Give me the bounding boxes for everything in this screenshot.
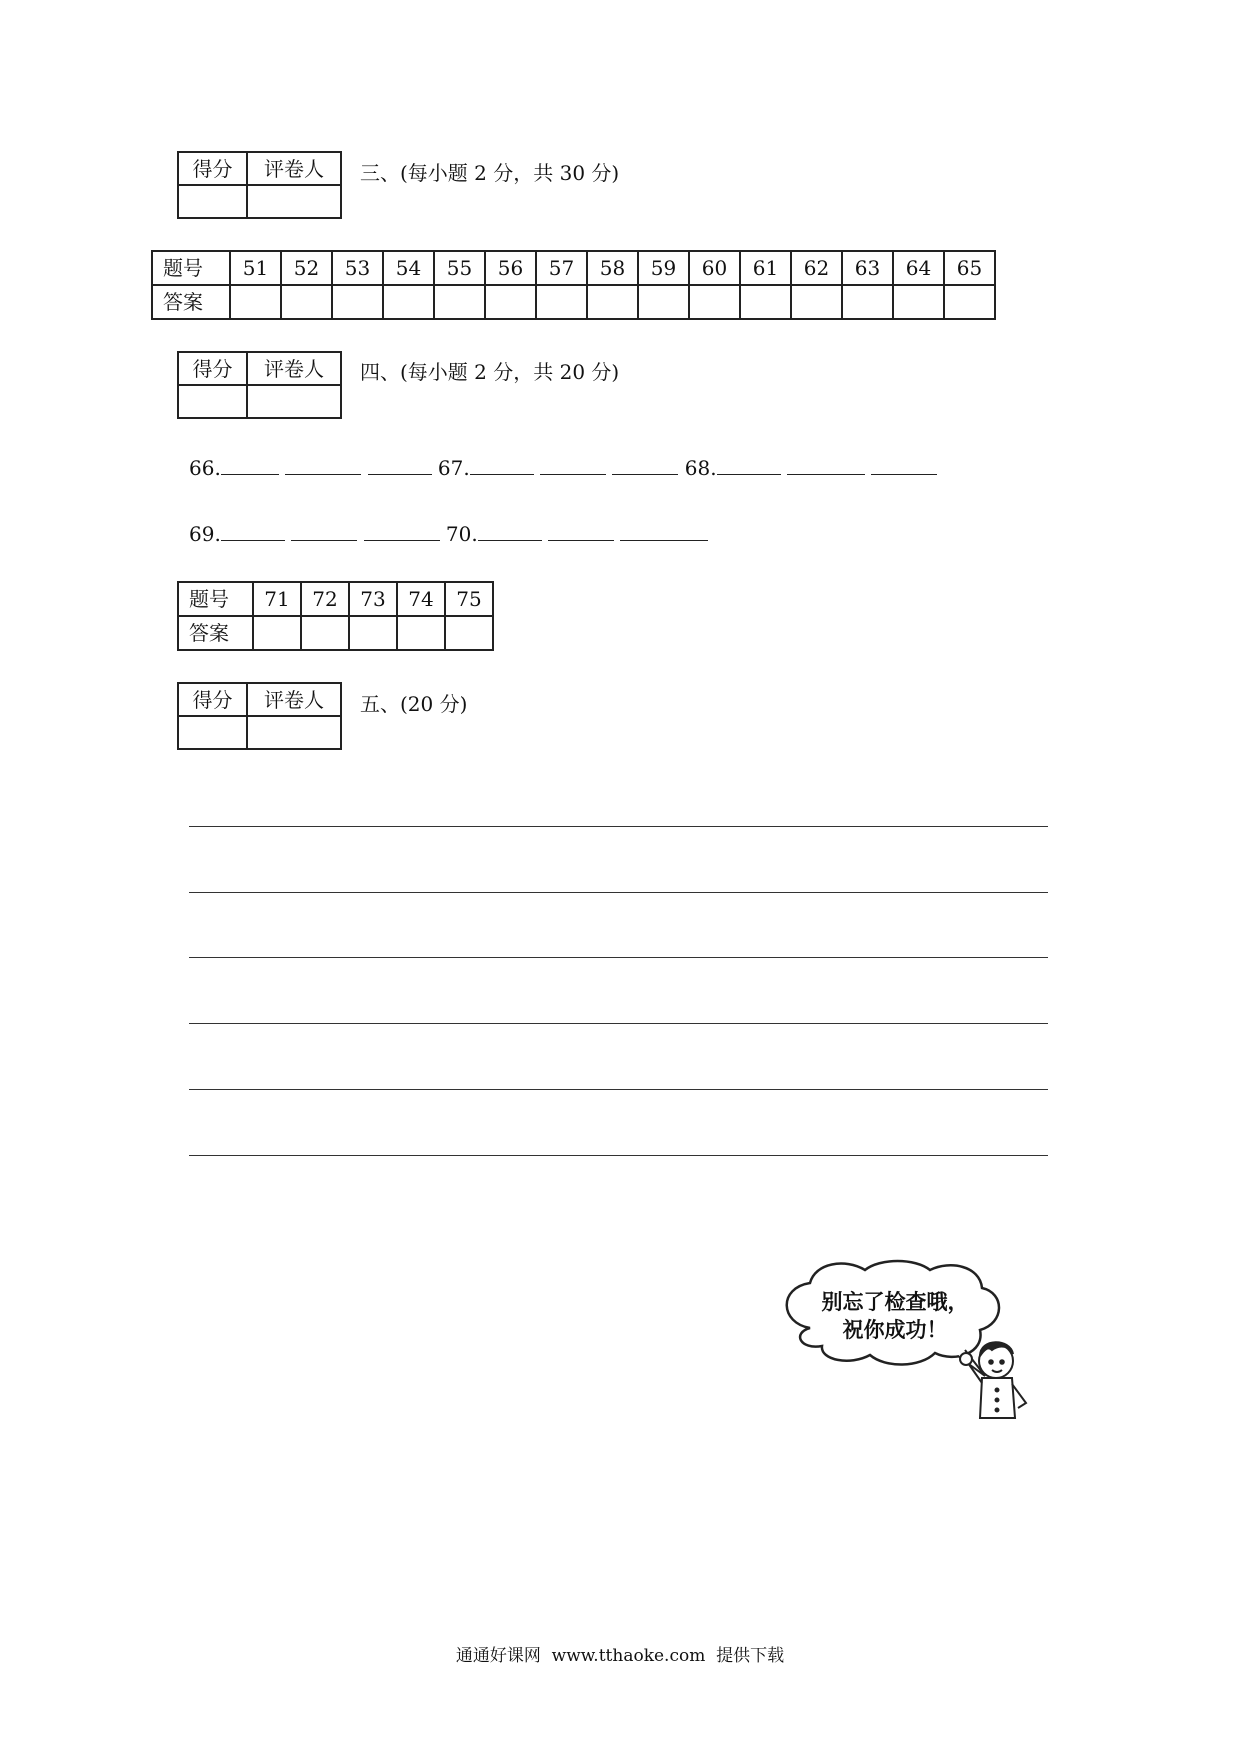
answer-cell[interactable] (397, 616, 445, 650)
question-number-cell: 73 (349, 582, 397, 616)
grader-label: 评卷人 (247, 152, 341, 185)
answer-cell[interactable] (536, 285, 587, 319)
answer-row (152, 285, 995, 319)
grader-label: 评卷人 (247, 683, 341, 716)
bubble-line-2: 祝你成功！ (842, 1318, 948, 1342)
answer-cell[interactable] (893, 285, 944, 319)
score-box-section-3 (177, 151, 342, 219)
grader-cell[interactable] (247, 385, 341, 418)
question-69-label: 69. (189, 522, 221, 546)
question-number-cell: 56 (485, 251, 536, 285)
question-number-cell: 55 (434, 251, 485, 285)
answer-cell[interactable] (434, 285, 485, 319)
score-cell[interactable] (178, 716, 247, 749)
question-70-label: 70. (445, 522, 478, 546)
grader-label: 评卷人 (247, 352, 341, 385)
answer-cell[interactable] (332, 285, 383, 319)
blank[interactable] (548, 522, 614, 541)
score-box-section-5 (177, 682, 342, 750)
writing-line[interactable] (189, 957, 1048, 958)
answer-cell[interactable] (230, 285, 281, 319)
blank[interactable] (612, 456, 678, 475)
answer-cell[interactable] (301, 616, 349, 650)
grader-cell[interactable] (247, 716, 341, 749)
answer-grid-section-3 (151, 250, 996, 320)
question-number-cell: 60 (689, 251, 740, 285)
answer-cell[interactable] (842, 285, 893, 319)
cartoon-boy-icon (960, 1342, 1026, 1418)
blank[interactable] (285, 456, 361, 475)
answer-cell[interactable] (740, 285, 791, 319)
answer-row-label: 答案 (152, 285, 230, 319)
answer-cell[interactable] (349, 616, 397, 650)
section-5-title: 五、(20 分) (360, 692, 468, 716)
score-box-section-4 (177, 351, 342, 419)
question-number-cell: 51 (230, 251, 281, 285)
writing-line[interactable] (189, 826, 1048, 827)
answer-row-label: 答案 (178, 616, 253, 650)
answer-cell[interactable] (689, 285, 740, 319)
question-number-cell: 72 (301, 582, 349, 616)
question-number-row (152, 251, 995, 285)
answer-cell[interactable] (281, 285, 332, 319)
blank[interactable] (717, 456, 781, 475)
section-3-title: 三、(每小题 2 分，共 30 分) (360, 161, 620, 185)
blank[interactable] (221, 522, 285, 541)
score-label: 得分 (178, 683, 247, 716)
question-number-cell: 52 (281, 251, 332, 285)
encouragement-illustration (770, 1258, 1040, 1428)
question-row-label: 题号 (152, 251, 230, 285)
question-number-cell: 53 (332, 251, 383, 285)
question-number-cell: 71 (253, 582, 301, 616)
writing-line[interactable] (189, 1089, 1048, 1090)
answer-cell[interactable] (253, 616, 301, 650)
question-number-cell: 65 (944, 251, 995, 285)
question-68-label: 68. (684, 456, 717, 480)
question-number-cell: 63 (842, 251, 893, 285)
score-cell[interactable] (178, 185, 247, 218)
question-number-cell: 59 (638, 251, 689, 285)
blank[interactable] (364, 522, 440, 541)
question-number-cell: 58 (587, 251, 638, 285)
question-number-cell: 62 (791, 251, 842, 285)
question-number-cell: 61 (740, 251, 791, 285)
blank[interactable] (871, 456, 937, 475)
bubble-line-1: 别忘了检查哦， (821, 1290, 969, 1314)
page-footer: 通通好课网 www.tthaoke.com 提供下载 (455, 1646, 785, 1666)
blank[interactable] (787, 456, 865, 475)
question-number-cell: 57 (536, 251, 587, 285)
score-cell[interactable] (178, 385, 247, 418)
answer-cell[interactable] (445, 616, 493, 650)
question-number-cell: 75 (445, 582, 493, 616)
answer-cell[interactable] (944, 285, 995, 319)
fill-line-66-68 (189, 456, 937, 480)
grader-cell[interactable] (247, 185, 341, 218)
writing-line[interactable] (189, 1155, 1048, 1156)
blank[interactable] (540, 456, 606, 475)
question-66-label: 66. (189, 456, 221, 480)
answer-cell[interactable] (485, 285, 536, 319)
answer-cell[interactable] (638, 285, 689, 319)
answer-cell[interactable] (791, 285, 842, 319)
blank[interactable] (221, 456, 279, 475)
question-number-cell: 64 (893, 251, 944, 285)
writing-line[interactable] (189, 892, 1048, 893)
score-label: 得分 (178, 152, 247, 185)
blank[interactable] (368, 456, 432, 475)
speech-bubble-text (800, 1288, 990, 1344)
blank[interactable] (470, 456, 534, 475)
answer-cell[interactable] (587, 285, 638, 319)
blank[interactable] (620, 522, 708, 541)
score-label: 得分 (178, 352, 247, 385)
answer-grid-section-4 (177, 581, 494, 651)
question-67-label: 67. (437, 456, 470, 480)
fill-line-69-70 (189, 522, 708, 546)
question-row-label: 题号 (178, 582, 253, 616)
answer-row (178, 616, 493, 650)
question-number-cell: 54 (383, 251, 434, 285)
writing-line[interactable] (189, 1023, 1048, 1024)
blank[interactable] (291, 522, 357, 541)
answer-cell[interactable] (383, 285, 434, 319)
section-4-title: 四、(每小题 2 分，共 20 分) (360, 360, 620, 384)
question-number-cell: 74 (397, 582, 445, 616)
blank[interactable] (478, 522, 542, 541)
question-number-row (178, 582, 493, 616)
